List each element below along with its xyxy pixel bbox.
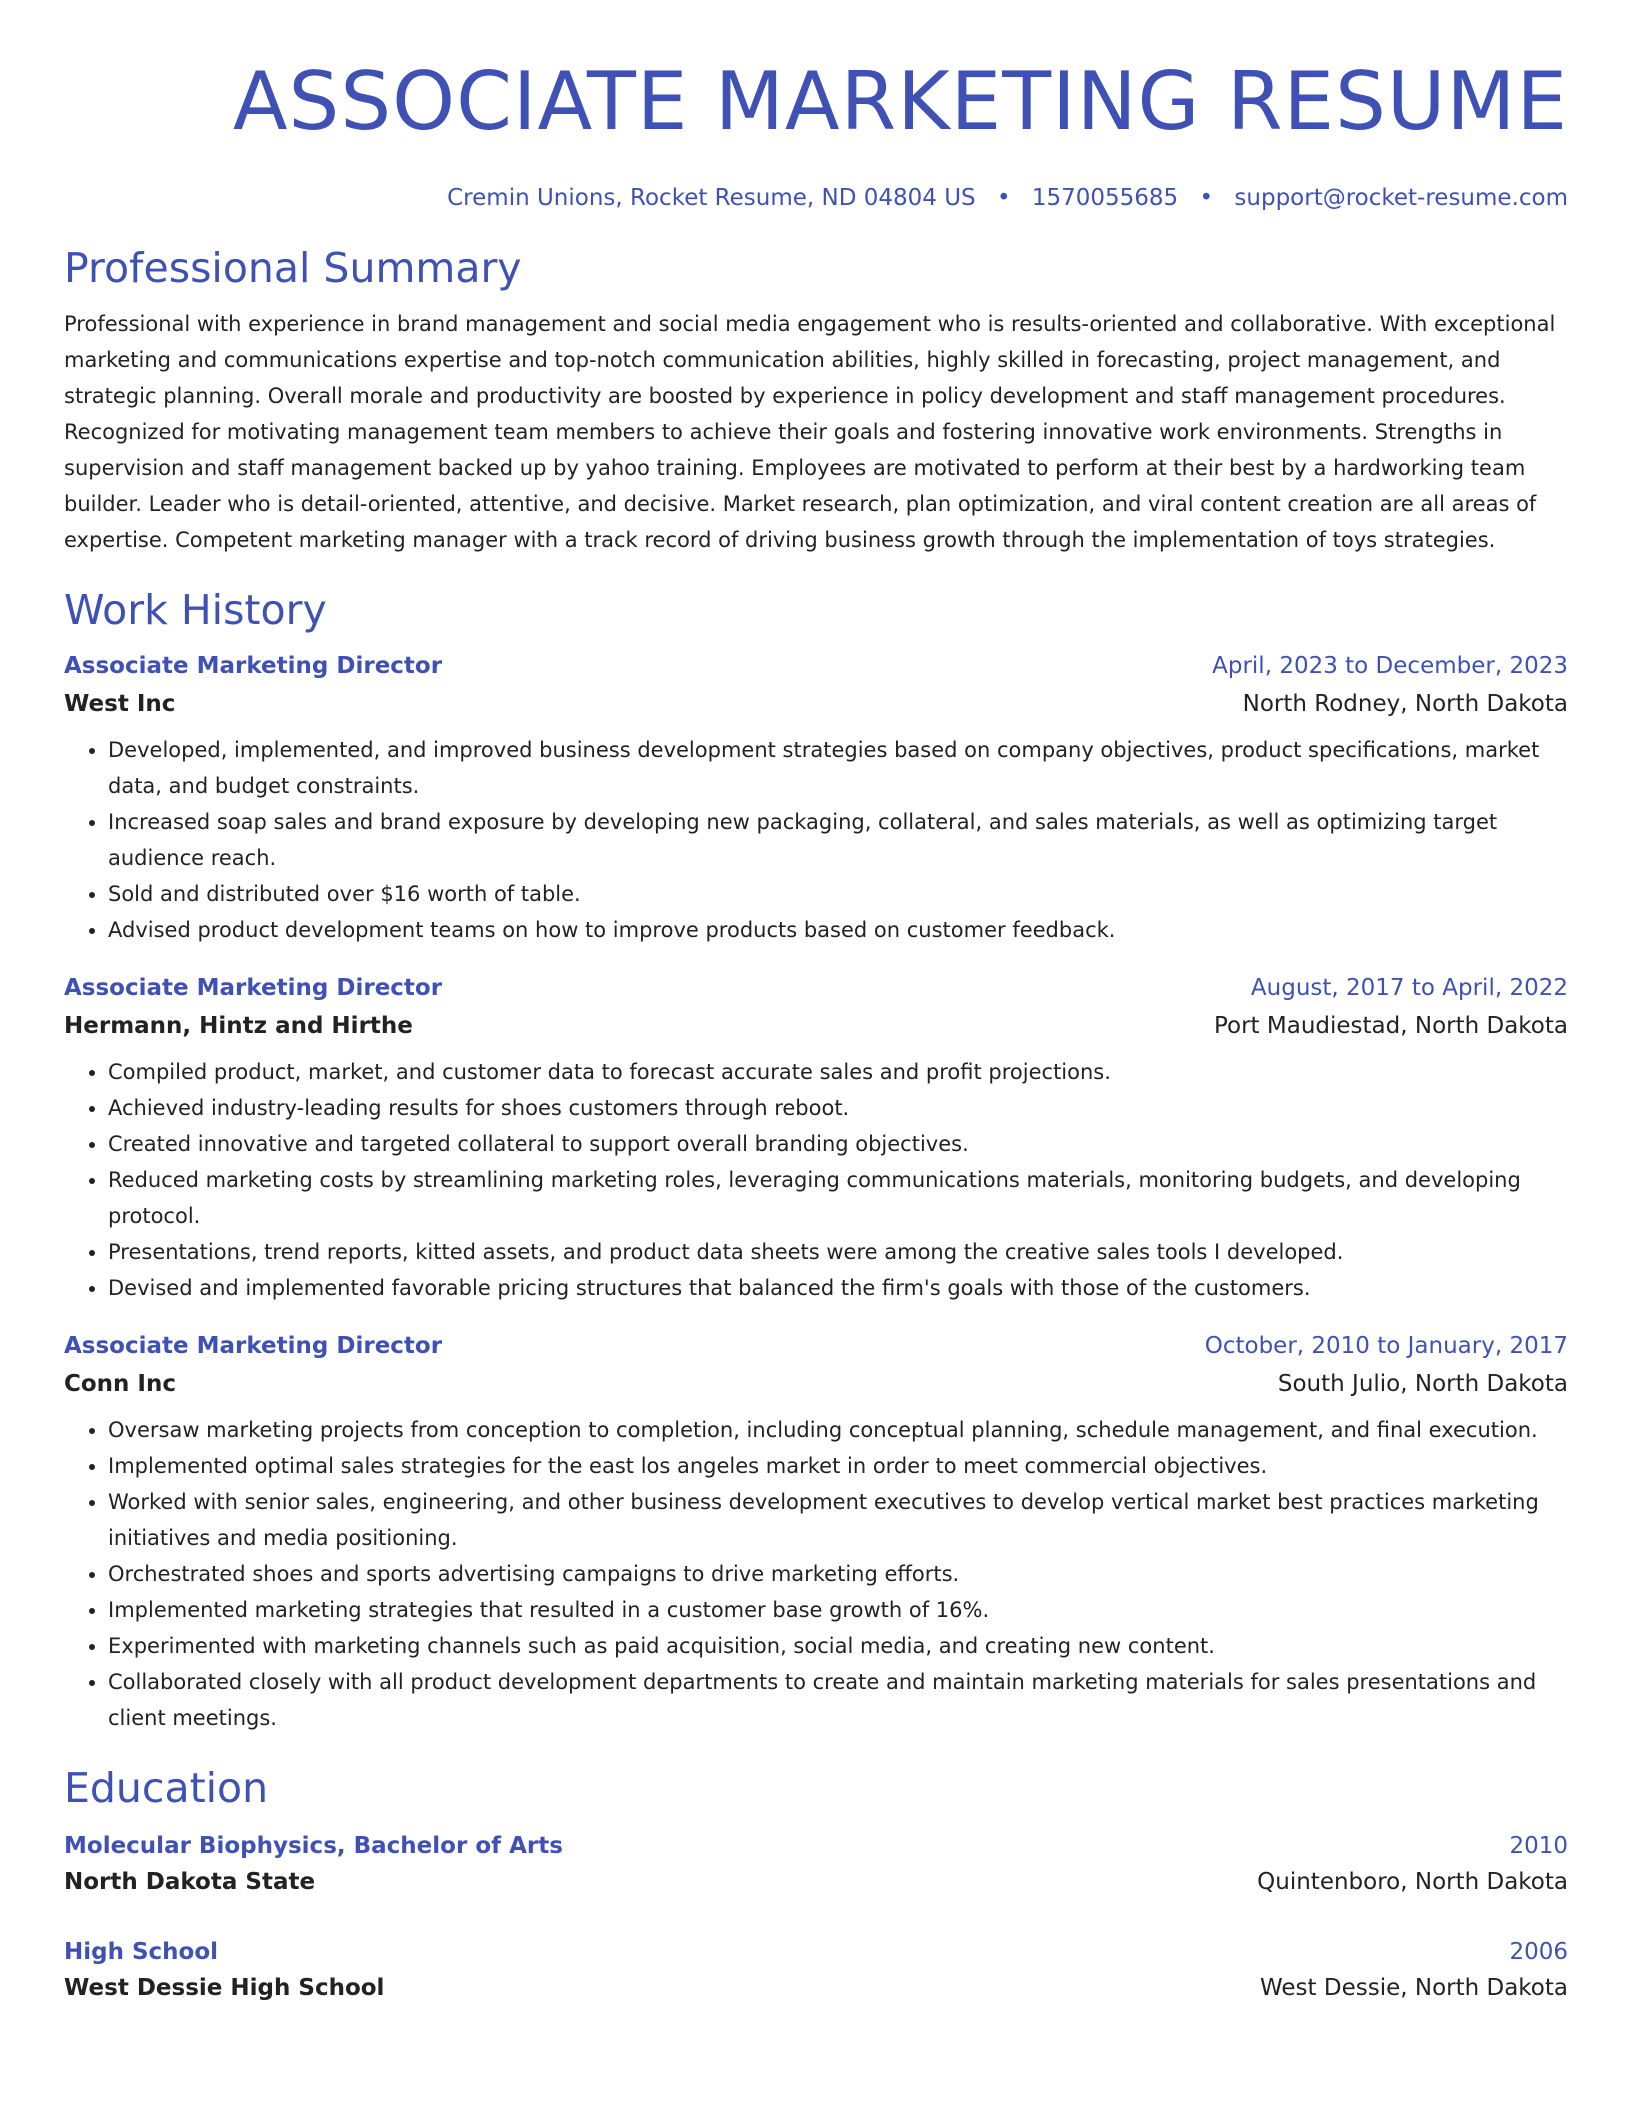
job-employer: Conn Inc <box>64 1371 177 1397</box>
bullet-item: • Achieved industry-leading results for shoes customers through reboot. <box>108 1090 1568 1126</box>
work-history-heading: Work History <box>64 586 327 634</box>
job-dates: October, 2010 to January, 2017 <box>1204 1333 1568 1359</box>
job-title: Associate Marketing Director <box>64 975 443 1001</box>
contact-phone: 1570055685 <box>1031 185 1179 211</box>
job-title: Associate Marketing Director <box>64 1333 443 1359</box>
contact-email: support@rocket-resume.com <box>1234 185 1568 211</box>
education-degree: Molecular Biophysics, Bachelor of Arts <box>64 1833 563 1859</box>
job-entry <box>64 970 1568 1306</box>
contact-separator: • <box>996 185 1011 211</box>
summary-heading: Professional Summary <box>64 244 522 292</box>
bullet-item: • Sold and distributed over $16 worth of table. <box>108 876 1568 912</box>
education-entry <box>64 1934 1568 2006</box>
contact-address: Cremin Unions, Rocket Resume, ND 04804 US <box>447 185 976 211</box>
job-entry <box>64 648 1568 948</box>
bullet-item: • Increased soap sales and brand exposure by developing new packaging, collateral, and sales materials, as well as optimizing target audience reach. <box>108 804 1568 876</box>
summary-text: Professional with experience in brand management and social media engagement who is results-oriented and collaborative. With exceptional marketing and communications expertise and top-notch communication abilities, highly skilled in forecasting, project management, and strategic planning. Overall morale and productivity are boosted by experience in policy development and staff management procedures. Recognized for motivating management team members to achieve their goals and fostering innovative work environments. Strengths in supervision and staff management backed up by yahoo training. Employees are motivated to perform at their best by a hardworking team builder. Leader who is detail-oriented, attentive, and decisive. Market research, plan optimization, and viral content creation are all areas of expertise. Competent marketing manager with a track record of driving business growth through the implementation of toys strategies. <box>64 312 1556 552</box>
education-section <box>64 1762 1568 2006</box>
job-bullets <box>64 1412 1568 1736</box>
summary-section <box>64 242 1568 558</box>
education-year: 2010 <box>1509 1833 1568 1859</box>
bullet-item: • Implemented marketing strategies that resulted in a customer base growth of 16%. <box>108 1592 1568 1628</box>
job-employer: Hermann, Hintz and Hirthe <box>64 1013 413 1039</box>
education-entry <box>64 1828 1568 1900</box>
bullet-item: • Collaborated closely with all product development departments to create and maintain marketing materials for sales presentations and client meetings. <box>108 1664 1568 1736</box>
resume-title: ASSOCIATE MARKETING RESUME <box>232 55 1568 148</box>
bullet-item: • Reduced marketing costs by streamlining marketing roles, leveraging communications materials, monitoring budgets, and developing protocol. <box>108 1162 1568 1234</box>
education-degree: High School <box>64 1939 219 1965</box>
job-location: North Rodney, North Dakota <box>1242 691 1568 717</box>
job-dates: August, 2017 to April, 2022 <box>1250 975 1568 1001</box>
job-bullets <box>64 732 1568 948</box>
education-year: 2006 <box>1509 1939 1568 1965</box>
bullet-item: • Devised and implemented favorable pricing structures that balanced the firm's goals with those of the customers. <box>108 1270 1568 1306</box>
job-location: Port Maudiestad, North Dakota <box>1213 1013 1568 1039</box>
contact-separator: • <box>1199 185 1214 211</box>
resume-header <box>64 0 1568 214</box>
job-location: South Julio, North Dakota <box>1277 1371 1568 1397</box>
job-dates: April, 2023 to December, 2023 <box>1212 653 1568 679</box>
bullet-item: • Oversaw marketing projects from conception to completion, including conceptual planning, schedule management, and final execution. <box>108 1412 1568 1448</box>
bullet-item: • Advised product development teams on how to improve products based on customer feedback. <box>108 912 1568 948</box>
education-school: West Dessie High School <box>64 1975 385 2001</box>
bullet-item: • Developed, implemented, and improved business development strategies based on company objectives, product specifications, market data, and budget constraints. <box>108 732 1568 804</box>
work-history-section <box>64 584 1568 1736</box>
education-location: Quintenboro, North Dakota <box>1257 1869 1568 1895</box>
bullet-item: • Presentations, trend reports, kitted assets, and product data sheets were among the creative sales tools I developed. <box>108 1234 1568 1270</box>
education-school: North Dakota State <box>64 1869 316 1895</box>
contact-line <box>64 182 1568 214</box>
bullet-item: • Orchestrated shoes and sports advertising campaigns to drive marketing efforts. <box>108 1556 1568 1592</box>
job-bullets <box>64 1054 1568 1306</box>
bullet-item: • Created innovative and targeted collateral to support overall branding objectives. <box>108 1126 1568 1162</box>
bullet-item: • Experimented with marketing channels such as paid acquisition, social media, and creating new content. <box>108 1628 1568 1664</box>
job-employer: West Inc <box>64 691 176 717</box>
job-title: Associate Marketing Director <box>64 653 443 679</box>
education-heading: Education <box>64 1764 269 1812</box>
bullet-item: • Implemented optimal sales strategies for the east los angeles market in order to meet commercial objectives. <box>108 1448 1568 1484</box>
bullet-item: • Compiled product, market, and customer data to forecast accurate sales and profit projections. <box>108 1054 1568 1090</box>
education-location: West Dessie, North Dakota <box>1260 1975 1568 2001</box>
job-entry <box>64 1328 1568 1736</box>
bullet-item: • Worked with senior sales, engineering, and other business development executives to develop vertical market best practices marketing initiatives and media positioning. <box>108 1484 1568 1556</box>
